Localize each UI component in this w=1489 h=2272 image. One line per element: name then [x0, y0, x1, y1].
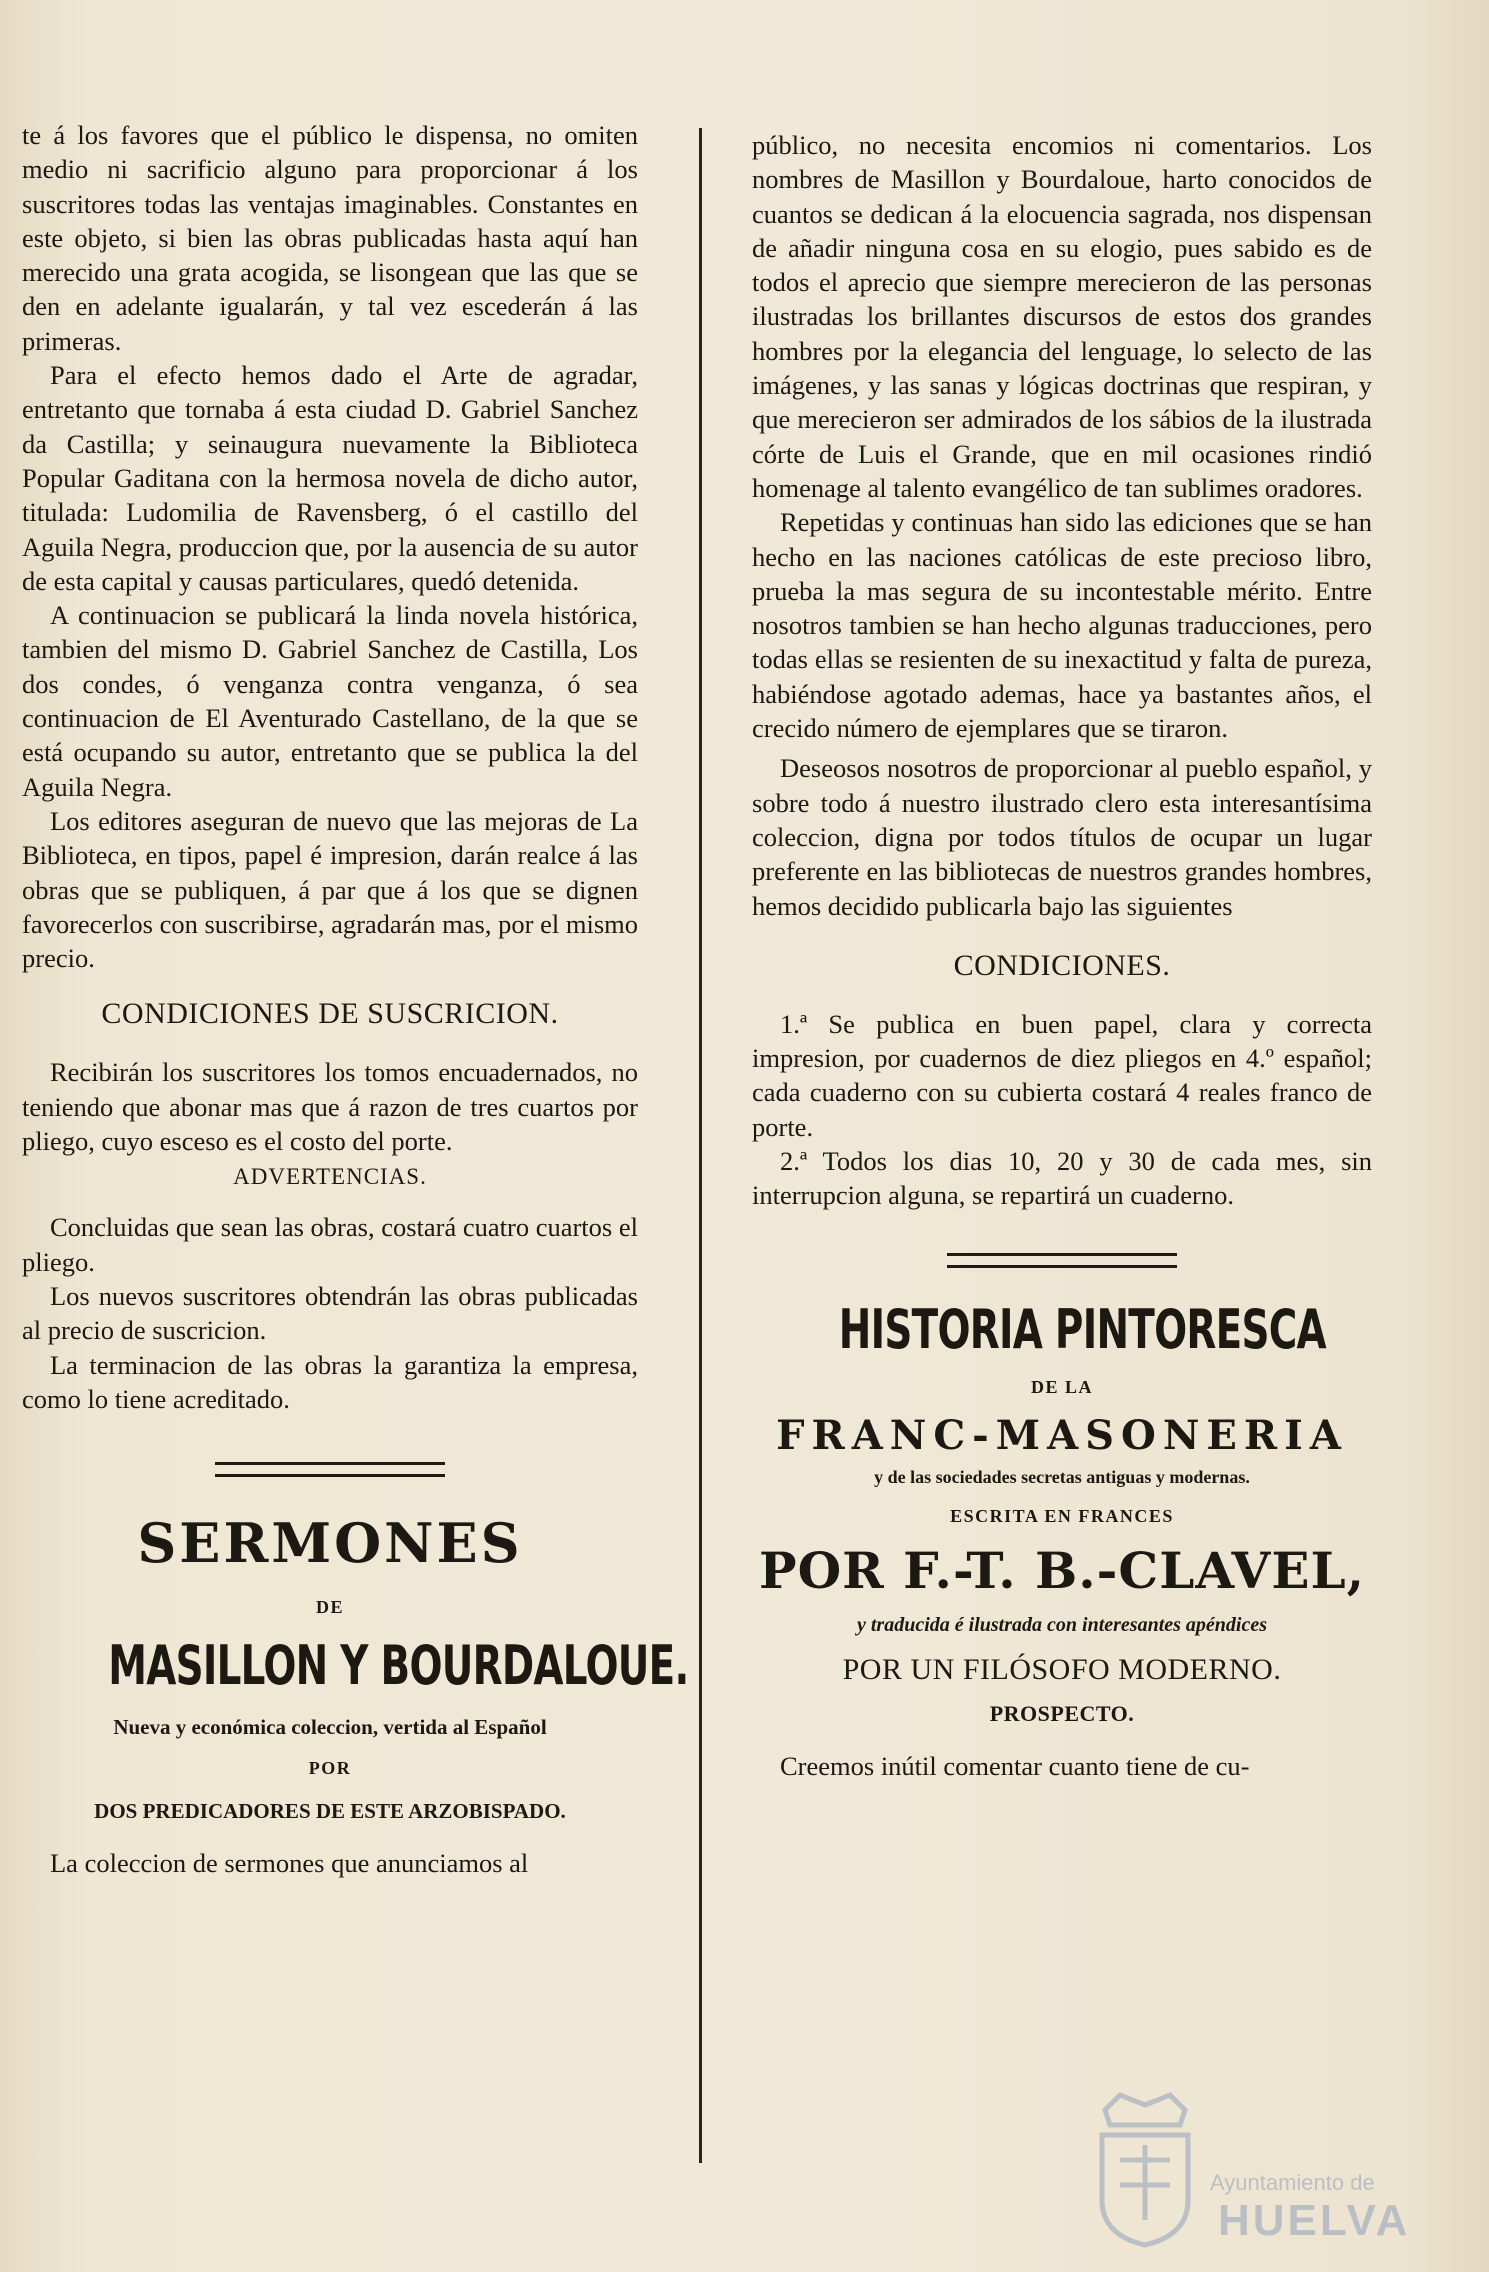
left-paragraph-1: te á los favores que el público le dispensa, no omiten medio ni sacrificio alguno para proporcionar á los suscritores todas las ventajas imaginables. Constantes en este objeto, si bien las obras publicadas hasta aquí han merecido una grata acogida, se lisongean que las que se den en adelante igualarán, y tal vez escederán á las primeras.: [22, 120, 638, 356]
sermones-subtitle: Nueva y económica coleccion, vertida al Español: [113, 1715, 547, 1740]
section-double-rule: [215, 1462, 445, 1477]
historia-written: ESCRITA EN FRANCES: [950, 1505, 1174, 1526]
advertencia-1: Concluidas que sean las obras, costará cuatro cuartos el pliego.: [22, 1212, 638, 1277]
section-double-rule-right: [947, 1253, 1177, 1268]
historia-translator: POR UN FILÓSOFO MODERNO.: [842, 1652, 1282, 1686]
ayuntamiento-watermark: [1090, 2090, 1420, 2250]
condition-2: 2.ª Todos los dias 10, 20 y 30 de cada mes, sin interrupcion alguna, se repartirá un cuaderno.: [752, 1146, 1372, 1211]
historia-author: POR F.-T. B.-CLAVEL,: [758, 1540, 1366, 1600]
historia-translated: y traducida é ilustrada con interesantes apéndices: [857, 1613, 1267, 1636]
right-column: [752, 128, 1372, 1783]
historia-title: HISTORIA PINTORESCA: [838, 1297, 1326, 1361]
advertencia-2: Los nuevos suscritores obtendrán las obras publicadas al precio de suscricion.: [22, 1280, 638, 1346]
sermones-authors: MASILLON Y BOURDALOUE.: [108, 1634, 689, 1698]
crown-shield-icon: [1090, 2090, 1200, 2250]
historia-subject: FRANC-MASONERIA: [776, 1411, 1348, 1459]
column-divider: [699, 128, 702, 2163]
conditions-heading: CONDICIONES.: [953, 948, 1171, 982]
left-paragraph-4: Los editores aseguran de nuevo que las mejoras de La Biblioteca, en tipos, papel é impresion, darán realce á las obras que se publiquen, á par que á los que se dignen favorecerlos con suscribirse, agradarán mas, por el mismo precio.: [22, 805, 638, 974]
advertencias-heading: ADVERTENCIAS.: [233, 1164, 427, 1190]
left-paragraph-3: A continuacion se publicará la linda novela histórica, tambien del mismo D. Gabriel Sanchez de Castilla, Los dos condes, ó venganza contra venganza, ó sea continuacion de El Aventurado Castellano, de la que se está ocupando su autor, entretanto que se publica la del Aguila Negra.: [22, 600, 638, 802]
historia-lead: Creemos inútil comentar cuanto tiene de cu-: [780, 1750, 1250, 1781]
conditions-suscricion-heading: CONDICIONES DE SUSCRICION.: [101, 997, 559, 1031]
right-paragraph-2: Repetidas y continuas han sido las ediciones que se han hecho en las naciones católicas de este precioso libro, prueba la mas segura de su incontestable mérito. Entre nosotros tambien se han hecho algunas traducciones, pero todas ellas se resienten de su inexactitud y falta de pureza, habiéndose agotado ademas, hace ya bastantes años, el crecido número de ejemplares que se tiraron.: [752, 507, 1372, 744]
right-paragraph-3: Deseosos nosotros de proporcionar al pueblo español, y sobre todo á nuestro ilustrado clero esta interesantísima coleccion, digna por todos títulos de ocupar un lugar preferente en las bibliotecas de nuestros grandes hombres, hemos decidido publicarla bajo las siguientes: [752, 753, 1372, 921]
condition-1: 1.ª Se publica en buen papel, clara y correcta impresion, por cuadernos de diez pliegos en 4.º español; cada cuaderno con su cubierta costará 4 reales franco de porte.: [752, 1008, 1372, 1142]
historia-de-la: DE LA: [1030, 1376, 1093, 1397]
right-paragraph-1: público, no necesita encomios ni comentarios. Los nombres de Masillon y Bourdaloue, harto conocidos de cuantos se dedican á la elocuencia sagrada, nos dispensan de añadir ninguna cosa en su elogio, pues sabido es de todos el aprecio que siempre merecieron de las personas ilustradas los brillantes discursos de estos dos grandes hombres por la elegancia del lenguage, lo selecto de las imágenes, y las sanas y lógicas doctrinas que respiran, y que merecieron ser admirados de los sábios de la ilustrada córte de Luis el Grande, que en mil ocasiones rindió homenage al talento evangélico de tan sublimes oradores.: [752, 130, 1372, 503]
sermones-title: SERMONES: [137, 1511, 523, 1576]
prospecto-heading: PROSPECTO.: [989, 1700, 1135, 1726]
sermones-de: DE: [315, 1597, 344, 1618]
conditions-suscricion-text: Recibirán los suscritores los tomos encuadernados, no teniendo que abonar mas que á razon de tres cuartos por pliego, cuyo esceso es el costo del porte.: [22, 1057, 638, 1157]
left-column: [22, 118, 689, 1880]
left-paragraph-2: Para el efecto hemos dado el Arte de agradar, entretanto que tornaba á esta ciudad D. Gabriel Sanchez da Castilla; y seinaugura nuevamente la Biblioteca Popular Gaditana con la hermosa novela de dicho autor, titulada: Ludomilia de Ravensberg, ó el castillo del Aguila Negra, produccion que, por la ausencia de su autor de esta capital y causas particulares, quedó detenida.: [22, 360, 638, 596]
sermones-por: POR: [308, 1758, 352, 1779]
watermark-line1: Ayuntamiento de: [1210, 2170, 1375, 2195]
sermones-lead: La coleccion de sermones que anunciamos al: [50, 1848, 529, 1879]
watermark-line2: HUELVA: [1218, 2196, 1411, 2245]
sermones-translators: DOS PREDICADORES DE ESTE ARZOBISPADO.: [94, 1799, 566, 1824]
historia-subtitle: y de las sociedades secretas antiguas y modernas.: [874, 1466, 1250, 1487]
advertencia-3: La terminacion de las obras la garantiza la empresa, como lo tiene acreditado.: [22, 1349, 638, 1414]
